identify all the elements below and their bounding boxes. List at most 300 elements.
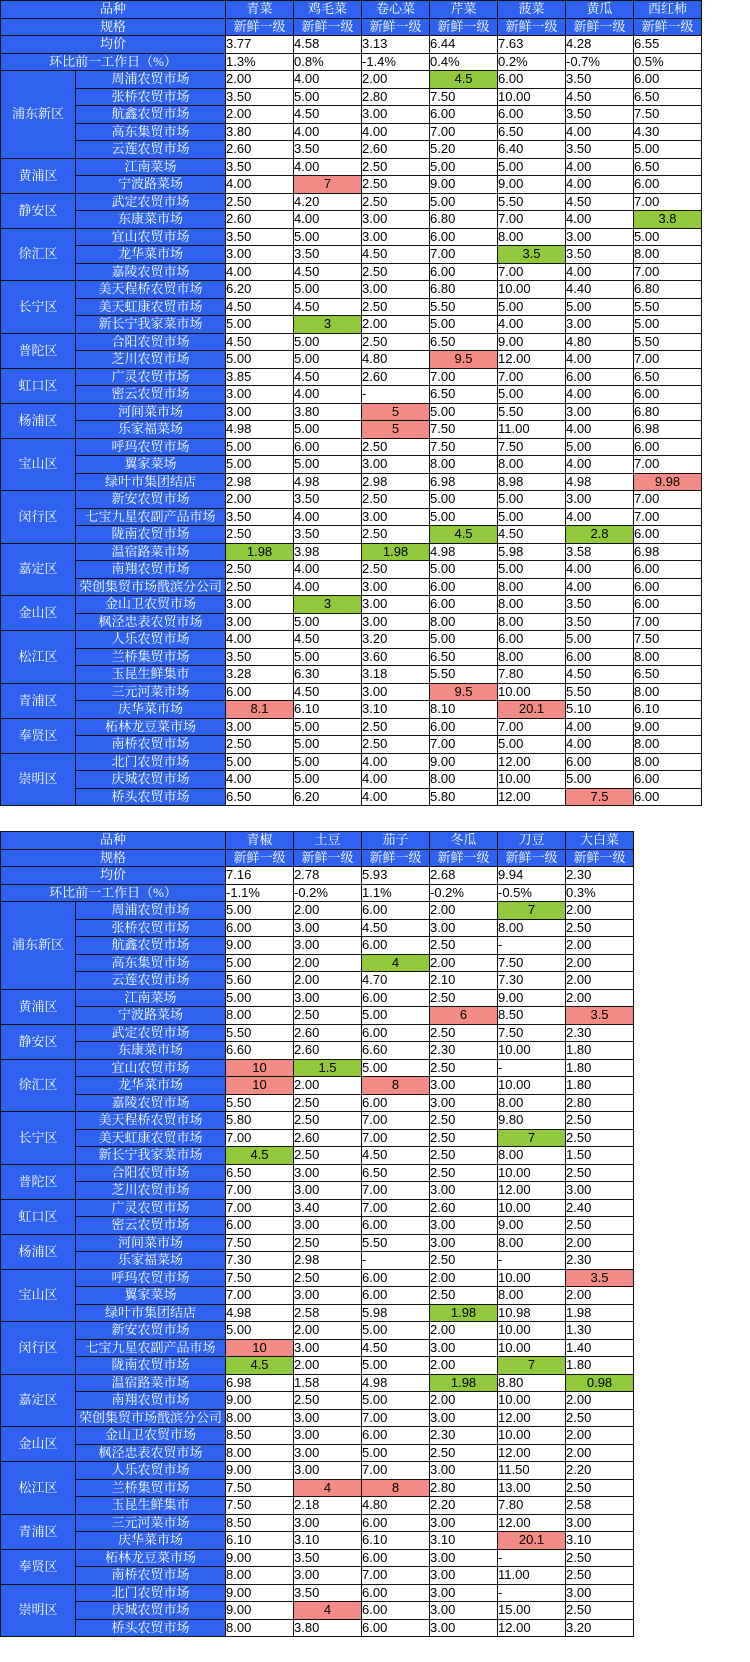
district-name: 虹口区 <box>1 368 76 403</box>
price-cell: 5.00 <box>226 351 294 369</box>
price-cell: 6.30 <box>294 666 362 684</box>
table-row <box>1 1339 634 1357</box>
price-cell: 2.00 <box>294 972 362 990</box>
price-cell: 3.28 <box>226 666 294 684</box>
price-cell-high: 10 <box>226 1059 294 1077</box>
price-cell: 2.50 <box>430 989 498 1007</box>
price-cell: 6.00 <box>430 228 498 246</box>
price-cell: 2.20 <box>430 1497 498 1515</box>
table-row <box>1 718 702 736</box>
market-name: 南翔农贸市场 <box>76 561 226 579</box>
price-cell: 4.00 <box>294 508 362 526</box>
price-cell-high: 6 <box>430 1007 498 1025</box>
price-cell: 2.50 <box>294 1007 362 1025</box>
price-cell: 4.00 <box>294 123 362 141</box>
table-row <box>1 298 702 316</box>
price-cell: 2.00 <box>566 972 634 990</box>
price-cell: 3.00 <box>430 1619 498 1637</box>
price-cell: 5.00 <box>430 508 498 526</box>
price-cell: 9.80 <box>498 1112 566 1130</box>
price-cell: 3.00 <box>430 1462 498 1480</box>
market-name: 三元河菜市场 <box>76 1514 226 1532</box>
price-cell: 3.80 <box>294 403 362 421</box>
price-cell: 7.00 <box>634 456 702 474</box>
table-row <box>1 1077 634 1095</box>
price-cell: 5.98 <box>498 543 566 561</box>
market-name: 呼玛农贸市场 <box>76 438 226 456</box>
table-row <box>1 123 702 141</box>
price-cell: 5.00 <box>634 141 702 159</box>
price-cell: 5.00 <box>498 561 566 579</box>
price-cell: 2.80 <box>566 1094 634 1112</box>
price-cell: 7.00 <box>362 1567 430 1585</box>
header-change-cell: -0.2% <box>430 884 498 902</box>
table-row <box>1 989 634 1007</box>
district-name: 嘉定区 <box>1 543 76 596</box>
price-cell: 4.80 <box>566 333 634 351</box>
market-name: 温宿路菜市场 <box>76 1374 226 1392</box>
price-cell: 9.00 <box>226 937 294 955</box>
table-row <box>1 88 702 106</box>
table-row <box>1 753 702 771</box>
header-variety-cell: 黄瓜 <box>566 1 634 19</box>
district-name: 闵行区 <box>1 491 76 544</box>
price-cell: 4.00 <box>294 386 362 404</box>
price-cell: 6.00 <box>634 596 702 614</box>
market-name: 张桥农贸市场 <box>76 919 226 937</box>
price-cell: 4.50 <box>226 298 294 316</box>
price-cell: 2.60 <box>226 141 294 159</box>
district-name: 松江区 <box>1 631 76 684</box>
price-cell: 5.00 <box>430 631 498 649</box>
price-cell-high: 7 <box>294 176 362 194</box>
market-name: 玉昆生鲜集市 <box>76 666 226 684</box>
price-cell: 11.50 <box>498 1462 566 1480</box>
price-cell: 10.00 <box>498 1042 566 1060</box>
price-cell: 9.00 <box>430 753 498 771</box>
price-cell: 5.00 <box>294 771 362 789</box>
price-cell: 2.50 <box>362 298 430 316</box>
market-name: 美天虹康农贸市场 <box>76 1129 226 1147</box>
price-cell: - <box>498 937 566 955</box>
price-cell: 2.00 <box>430 1357 498 1375</box>
price-cell: 2.50 <box>362 736 430 754</box>
price-cell: 2.98 <box>294 1252 362 1270</box>
price-cell: 2.00 <box>566 1444 634 1462</box>
header-variety-cell: 青椒 <box>226 832 294 850</box>
price-cell: 4.98 <box>566 473 634 491</box>
price-cell: 2.50 <box>566 1409 634 1427</box>
price-cell: 3.00 <box>430 1217 498 1235</box>
price-cell: 8.00 <box>498 1234 566 1252</box>
price-cell: 5.98 <box>362 1304 430 1322</box>
price-cell: 5.00 <box>498 508 566 526</box>
price-cell: 3.00 <box>566 1182 634 1200</box>
table-row <box>1 1567 634 1585</box>
price-cell: 4.50 <box>362 246 430 264</box>
price-cell: 7.00 <box>498 718 566 736</box>
price-cell: 12.00 <box>498 788 566 806</box>
price-cell: 5.00 <box>294 456 362 474</box>
price-cell: 3.20 <box>362 631 430 649</box>
district-name: 青浦区 <box>1 683 76 718</box>
price-cell: 3.00 <box>362 508 430 526</box>
price-cell: 1.80 <box>566 1357 634 1375</box>
price-cell: 3.00 <box>294 919 362 937</box>
table-row <box>1 1199 634 1217</box>
price-cell: 6.00 <box>362 1549 430 1567</box>
price-cell: 7.00 <box>430 123 498 141</box>
market-name: 枫泾忠表农贸市场 <box>76 1444 226 1462</box>
price-cell: 3.00 <box>566 316 634 334</box>
price-cell: 3.00 <box>294 1409 362 1427</box>
header-change-cell: 0.5% <box>634 53 702 71</box>
price-cell: 2.20 <box>566 1462 634 1480</box>
header-avg-cell: 7.63 <box>498 36 566 54</box>
price-cell: 2.00 <box>294 902 362 920</box>
price-cell: 2.50 <box>362 263 430 281</box>
header-variety-cell: 冬瓜 <box>430 832 498 850</box>
market-name: 柘林龙豆菜市场 <box>76 1549 226 1567</box>
price-cell: 8.98 <box>498 473 566 491</box>
price-cell: 3.18 <box>362 666 430 684</box>
price-cell: 9.00 <box>498 333 566 351</box>
market-name: 金山卫农贸市场 <box>76 596 226 614</box>
table-row <box>1 1357 634 1375</box>
price-cell: 2.50 <box>294 1234 362 1252</box>
price-cell: 5.00 <box>362 1059 430 1077</box>
price-cell: 4.00 <box>226 176 294 194</box>
price-cell: 4.00 <box>566 736 634 754</box>
price-cell: 4.50 <box>294 298 362 316</box>
header-variety-cell: 青菜 <box>226 1 294 19</box>
price-cell: 3.00 <box>566 1584 634 1602</box>
price-cell: 3.10 <box>566 1532 634 1550</box>
price-cell: 5.00 <box>362 1357 430 1375</box>
price-cell: 3.00 <box>362 596 430 614</box>
price-cell: 5.00 <box>226 438 294 456</box>
price-cell: 8.00 <box>498 1094 566 1112</box>
price-cell: 4.00 <box>566 508 634 526</box>
district-name: 奉贤区 <box>1 1549 76 1584</box>
price-cell: 10.00 <box>498 1392 566 1410</box>
price-cell: 5.50 <box>226 1094 294 1112</box>
market-name: 翼家菜场 <box>76 456 226 474</box>
table-row <box>1 193 702 211</box>
price-cell-high: 4 <box>294 1479 362 1497</box>
header-spec-row <box>1 849 634 867</box>
price-cell: 3.60 <box>362 648 430 666</box>
price-cell: 2.58 <box>566 1497 634 1515</box>
market-name: 呼玛农贸市场 <box>76 1269 226 1287</box>
price-cell: 7.00 <box>634 491 702 509</box>
price-cell: 5.50 <box>362 1234 430 1252</box>
market-name: 荣创集贸市场戬滨分公司 <box>76 578 226 596</box>
header-avg-cell: 2.78 <box>294 867 362 885</box>
price-cell: 4.00 <box>566 718 634 736</box>
price-cell: 7.00 <box>226 1199 294 1217</box>
price-cell: 6.00 <box>634 788 702 806</box>
price-cell: 5.00 <box>566 771 634 789</box>
price-cell: 5.00 <box>294 351 362 369</box>
district-name: 崇明区 <box>1 1584 76 1637</box>
price-cell-high: 8 <box>362 1479 430 1497</box>
header-change-cell: 1.3% <box>226 53 294 71</box>
price-cell: 6.10 <box>226 1532 294 1550</box>
price-cell: 7.30 <box>498 972 566 990</box>
price-cell: 2.00 <box>294 1322 362 1340</box>
price-cell: 2.50 <box>226 193 294 211</box>
header-spec-cell: 新鲜一级 <box>430 18 498 36</box>
market-name: 江南菜场 <box>76 989 226 1007</box>
price-cell: 6.80 <box>430 211 498 229</box>
market-name: 新安农贸市场 <box>76 1322 226 1340</box>
price-cell: 4.00 <box>294 71 362 89</box>
price-cell: 6.00 <box>362 1287 430 1305</box>
market-name: 密云农贸市场 <box>76 1217 226 1235</box>
table-row <box>1 1094 634 1112</box>
header-variety-cell: 菠菜 <box>498 1 566 19</box>
table-row <box>1 666 702 684</box>
table-row <box>1 1322 634 1340</box>
district-name: 金山区 <box>1 1427 76 1462</box>
price-cell: 2.00 <box>226 106 294 124</box>
header-change-cell: 0.3% <box>566 884 634 902</box>
table-row <box>1 438 702 456</box>
price-cell: 12.00 <box>498 1619 566 1637</box>
price-cell: 6.98 <box>430 473 498 491</box>
price-cell: 5.00 <box>226 1322 294 1340</box>
price-cell: 6.50 <box>498 123 566 141</box>
price-cell-high: 8 <box>362 1077 430 1095</box>
header-change-cell: -1.4% <box>362 53 430 71</box>
price-cell: 6.10 <box>634 701 702 719</box>
header-change-cell: 0.2% <box>498 53 566 71</box>
price-cell: 6.50 <box>634 158 702 176</box>
price-cell: 8.00 <box>430 456 498 474</box>
header-avg-label: 均价 <box>1 36 226 54</box>
price-cell-low: 1.98 <box>430 1374 498 1392</box>
price-cell-high: 20.1 <box>498 701 566 719</box>
price-cell: 8.00 <box>498 456 566 474</box>
district-name: 杨浦区 <box>1 1234 76 1269</box>
price-cell: 3.00 <box>294 1514 362 1532</box>
price-cell: 8.00 <box>634 683 702 701</box>
price-cell: 5.00 <box>294 333 362 351</box>
market-name: 芝川农贸市场 <box>76 351 226 369</box>
table-row <box>1 473 702 491</box>
price-cell: 2.50 <box>294 1392 362 1410</box>
table-row <box>1 1532 634 1550</box>
price-cell: 5.50 <box>634 333 702 351</box>
price-cell: 2.50 <box>566 1479 634 1497</box>
price-cell: 2.00 <box>566 1427 634 1445</box>
price-cell: 6.98 <box>226 1374 294 1392</box>
district-name: 普陀区 <box>1 333 76 368</box>
price-cell: 12.00 <box>498 351 566 369</box>
price-cell: 2.00 <box>566 1234 634 1252</box>
header-spec-cell: 新鲜一级 <box>226 18 294 36</box>
market-name: 东康菜市场 <box>76 211 226 229</box>
table-row <box>1 368 702 386</box>
market-name: 庆华菜市场 <box>76 701 226 719</box>
price-cell: 7.00 <box>362 1112 430 1130</box>
price-cell: 1.50 <box>566 1147 634 1165</box>
price-cell: 7.50 <box>498 954 566 972</box>
price-cell: 2.00 <box>294 1077 362 1095</box>
header-change-label: 环比前一工作日（%） <box>1 884 226 902</box>
price-cell: 6.00 <box>566 753 634 771</box>
price-cell: 3.00 <box>430 1339 498 1357</box>
price-cell: 4.70 <box>362 972 430 990</box>
price-cell: 5.00 <box>430 561 498 579</box>
price-cell: 7.00 <box>634 193 702 211</box>
price-cell: 5.00 <box>566 631 634 649</box>
price-cell: 2.00 <box>566 954 634 972</box>
table-row <box>1 1619 634 1637</box>
price-cell: 6.60 <box>362 1042 430 1060</box>
price-cell: 2.98 <box>362 473 430 491</box>
price-cell: 2.60 <box>226 211 294 229</box>
price-cell: 6.00 <box>498 631 566 649</box>
header-variety-cell: 土豆 <box>294 832 362 850</box>
table-row <box>1 106 702 124</box>
header-spec-cell: 新鲜一级 <box>634 18 702 36</box>
price-cell: 4.50 <box>226 333 294 351</box>
market-name: 绿叶市集团结店 <box>76 473 226 491</box>
price-cell: 6.80 <box>634 281 702 299</box>
price-cell: 2.60 <box>430 1199 498 1217</box>
price-cell: 4.00 <box>566 578 634 596</box>
market-name: 周浦农贸市场 <box>76 71 226 89</box>
price-cell: 3.50 <box>566 596 634 614</box>
price-cell: 10.98 <box>498 1304 566 1322</box>
price-cell: 3.00 <box>294 1182 362 1200</box>
price-cell: 6.80 <box>430 281 498 299</box>
price-cell: 3.00 <box>226 718 294 736</box>
price-cell: 9.00 <box>498 1217 566 1235</box>
price-cell: 7.00 <box>498 211 566 229</box>
price-cell: 2.50 <box>566 1549 634 1567</box>
market-name: 陇南农贸市场 <box>76 526 226 544</box>
market-name: 人乐农贸市场 <box>76 1462 226 1480</box>
price-cell: 11.00 <box>498 1567 566 1585</box>
table-row <box>1 1059 634 1077</box>
price-cell: 4.50 <box>294 683 362 701</box>
market-name: 北门农贸市场 <box>76 753 226 771</box>
price-table-1 <box>0 0 702 806</box>
district-name: 嘉定区 <box>1 1374 76 1427</box>
price-cell: 7.00 <box>362 1462 430 1480</box>
price-cell-low: 7 <box>498 902 566 920</box>
price-cell: 8.00 <box>498 1147 566 1165</box>
market-name: 南翔农贸市场 <box>76 1392 226 1410</box>
header-spec-cell: 新鲜一级 <box>294 849 362 867</box>
price-cell: 6.20 <box>294 788 362 806</box>
district-name: 崇明区 <box>1 753 76 806</box>
price-cell: 4.98 <box>362 1374 430 1392</box>
market-name: 枫泾忠表农贸市场 <box>76 613 226 631</box>
price-cell: 3.80 <box>294 1619 362 1637</box>
price-cell: 6.00 <box>634 771 702 789</box>
price-cell: - <box>362 386 430 404</box>
price-cell: 2.00 <box>430 1322 498 1340</box>
price-cell: 10.00 <box>498 1164 566 1182</box>
district-name: 金山区 <box>1 596 76 631</box>
price-cell: 5.80 <box>226 1112 294 1130</box>
price-cell: 6.00 <box>566 648 634 666</box>
price-cell-high: 10 <box>226 1339 294 1357</box>
table-row <box>1 1042 634 1060</box>
market-name: 柘林龙豆菜市场 <box>76 718 226 736</box>
price-cell: 3.00 <box>430 1409 498 1427</box>
price-cell: 6.60 <box>226 1042 294 1060</box>
price-cell: 2.00 <box>430 1269 498 1287</box>
price-cell: 2.50 <box>430 1444 498 1462</box>
price-cell: 2.60 <box>294 1024 362 1042</box>
price-cell: 6.00 <box>566 368 634 386</box>
price-cell: 3.50 <box>566 71 634 89</box>
table-row <box>1 1304 634 1322</box>
price-cell: 5.00 <box>226 316 294 334</box>
price-cell: 4.00 <box>566 351 634 369</box>
price-cell-low: 3 <box>294 316 362 334</box>
market-name: 宜山农贸市场 <box>76 228 226 246</box>
table-row <box>1 937 634 955</box>
price-cell: 4.50 <box>362 1339 430 1357</box>
price-cell: 8.00 <box>634 753 702 771</box>
header-change-cell: -0.5% <box>498 884 566 902</box>
price-cell: 8.00 <box>498 596 566 614</box>
price-cell: 2.00 <box>430 902 498 920</box>
price-cell: 4.00 <box>566 421 634 439</box>
price-cell: 5.00 <box>430 491 498 509</box>
table-row <box>1 1164 634 1182</box>
price-cell-high: 9.98 <box>634 473 702 491</box>
price-cell: 3.50 <box>566 246 634 264</box>
price-cell: 12.00 <box>498 753 566 771</box>
price-cell: 6.80 <box>634 403 702 421</box>
price-cell: 6.50 <box>430 648 498 666</box>
market-name: 芝川农贸市场 <box>76 1182 226 1200</box>
price-cell: 2.00 <box>430 954 498 972</box>
price-cell: 5.00 <box>226 989 294 1007</box>
market-name: 云莲农贸市场 <box>76 972 226 990</box>
price-cell: 3.00 <box>566 1514 634 1532</box>
table-row <box>1 403 702 421</box>
price-cell: 4.98 <box>226 1304 294 1322</box>
price-cell-low: 7 <box>498 1357 566 1375</box>
price-cell: 2.50 <box>294 1269 362 1287</box>
price-cell: 3.00 <box>566 491 634 509</box>
price-cell: 6.00 <box>430 718 498 736</box>
price-cell: 1.80 <box>566 1077 634 1095</box>
price-cell: 3.00 <box>226 613 294 631</box>
price-cell: 5.00 <box>294 648 362 666</box>
market-name: 兰桥集贸市场 <box>76 648 226 666</box>
price-cell: 2.00 <box>566 1287 634 1305</box>
price-cell: 4.50 <box>566 88 634 106</box>
price-cell-low: 4.5 <box>226 1147 294 1165</box>
price-cell: 3.58 <box>566 543 634 561</box>
header-change-row <box>1 884 634 902</box>
price-cell: 5.00 <box>498 386 566 404</box>
price-cell: 3.00 <box>294 1427 362 1445</box>
price-cell: 7.50 <box>226 1497 294 1515</box>
header-spec-cell: 新鲜一级 <box>430 849 498 867</box>
district-name: 宝山区 <box>1 1269 76 1322</box>
price-cell: 4.98 <box>294 473 362 491</box>
